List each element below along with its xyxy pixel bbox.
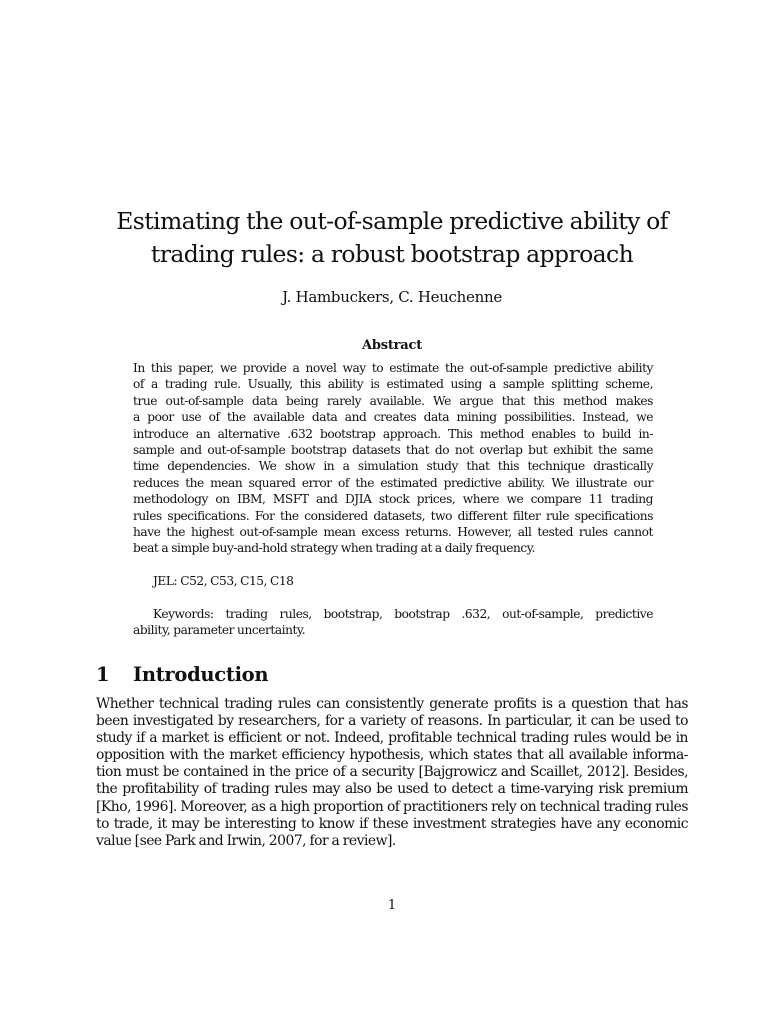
abstract-line: beat a simple buy-and-hold strategy when trading at a daily frequency.	[133, 541, 536, 556]
paragraph-line: study if a market is efficient or not. Indeed, profitable technical trading rules would be in	[96, 730, 688, 747]
abstract-line: have the highest out-of-sample mean excess returns. However, all tested rules cannot	[133, 525, 653, 540]
abstract-line: methodology on IBM, MSFT and DJIA stock prices, where we compare 11 trading	[133, 492, 653, 507]
keywords-line: Keywords: trading rules, bootstrap, bootstrap .632, out-of-sample, predictive	[153, 607, 653, 621]
paragraph-line: Whether technical trading rules can consistently generate profits is a question that has	[96, 696, 688, 712]
authors: J. Hambuckers, C. Heuchenne	[282, 288, 502, 306]
page-number: 1	[387, 898, 397, 913]
paper-title-line: Estimating the out-of-sample predictive ability of	[116, 207, 668, 235]
abstract-line: reduces the mean squared error of the estimated predictive ability. We illustrate our	[133, 475, 653, 490]
paragraph-line: been investigated by researchers, for a variety of reasons. In particular, it can be used to	[96, 713, 688, 730]
abstract-heading: Abstract	[361, 338, 423, 353]
paragraph-line: value [see Park and Irwin, 2007, for a review].	[96, 832, 396, 849]
section-heading	[96, 663, 268, 686]
abstract-line: introduce an alternative .632 bootstrap approach. This method enables to build in-	[133, 426, 653, 441]
abstract-line: a poor use of the available data and creates data mining possibilities. Instead, we	[133, 410, 653, 425]
paper-title	[96, 205, 688, 271]
abstract-line: of a trading rule. Usually, this ability is estimated using a sample splitting scheme,	[133, 377, 653, 392]
section-number: 1	[96, 663, 110, 686]
paragraph-line: tion must be contained in the price of a security [Bajgrowicz and Scaillet, 2012]. Besides,	[96, 764, 688, 781]
paragraph-line: to trade, it may be interesting to know if these investment strategies have any economic	[96, 815, 688, 832]
paragraph-line: opposition with the market efficiency hypothesis, which states that all available informa-	[96, 747, 688, 764]
abstract-line: In this paper, we provide a novel way to estimate the out-of-sample predictive ability	[133, 361, 653, 375]
paragraph-line: the profitability of trading rules may also be used to detect a time-varying risk premium	[96, 781, 688, 798]
keywords-line: ability, parameter uncertainty.	[133, 623, 306, 638]
paper-title-line: trading rules: a robust bootstrap approach	[150, 240, 634, 268]
abstract-body	[133, 360, 653, 557]
keywords	[133, 606, 653, 639]
abstract-line: time dependencies. We show in a simulation study that this technique drastically	[133, 459, 653, 474]
abstract-line: sample and out-of-sample bootstrap datasets that do not overlap but exhibit the same	[133, 443, 653, 458]
abstract-line: rules specifications. For the considered datasets, two different filter rule specifications	[133, 508, 653, 523]
introduction-paragraph	[96, 696, 688, 850]
paragraph-line: [Kho, 1996]. Moreover, as a high proportion of practitioners rely on technical trading rules	[96, 798, 688, 815]
jel-codes	[133, 573, 653, 589]
section-title: Introduction	[133, 663, 269, 686]
jel-line: JEL: C52, C53, C15, C18	[153, 574, 294, 588]
abstract-line: true out-of-sample data being rarely available. We argue that this method makes	[133, 393, 653, 408]
